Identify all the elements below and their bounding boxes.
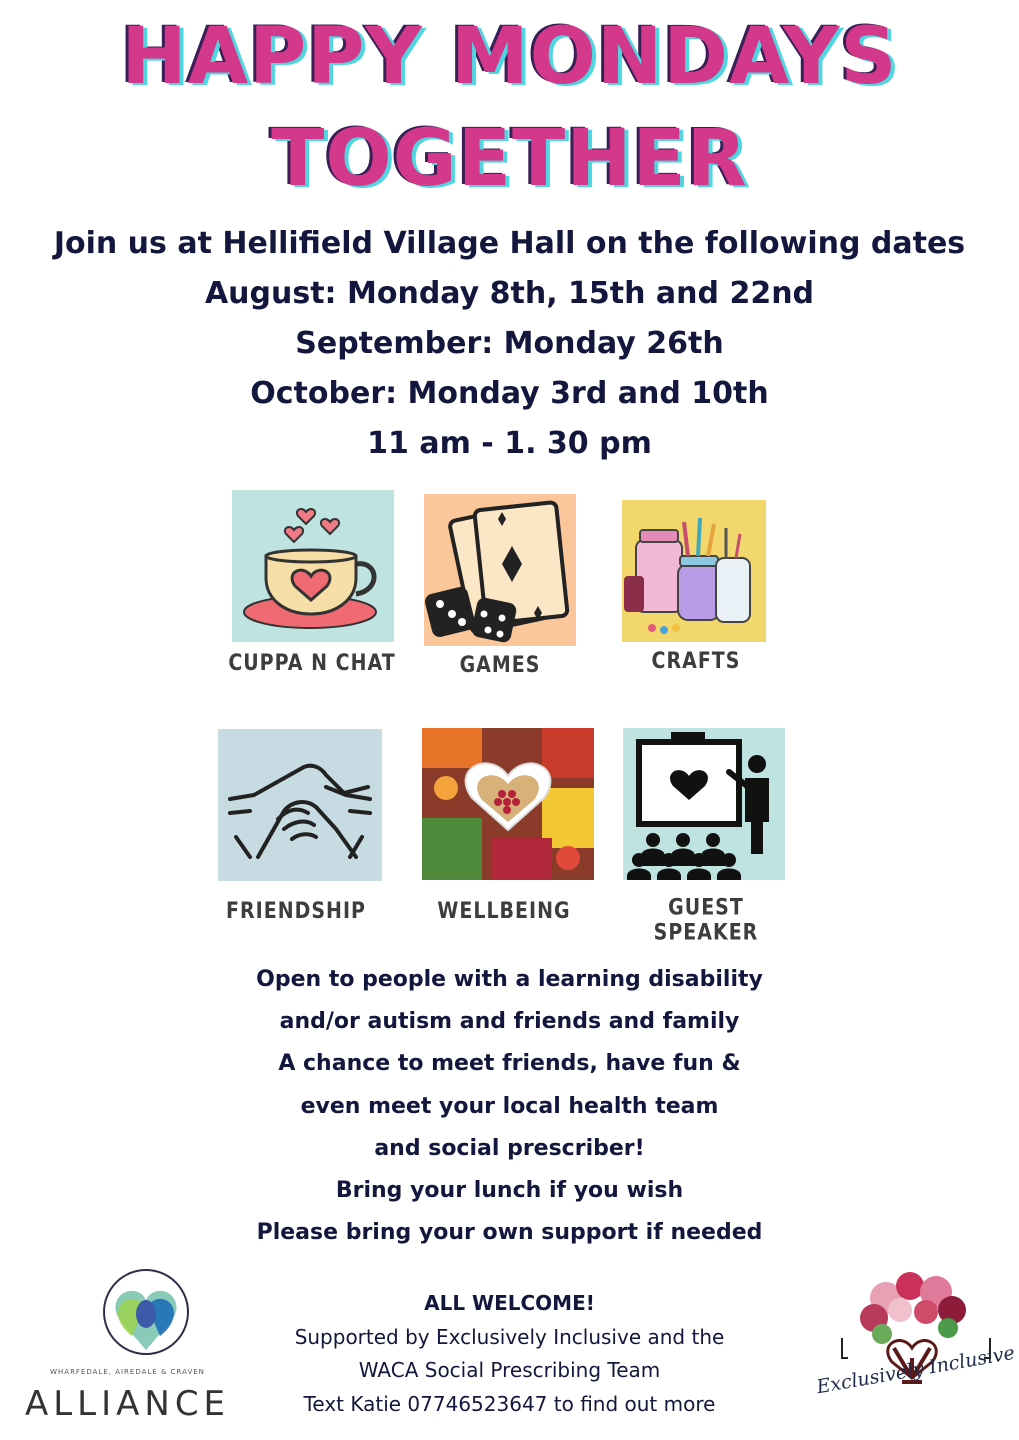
alliance-name: ALLIANCE [24,1384,231,1424]
activity-tile-wellbeing [422,728,594,880]
footer-contact-line: Text Katie 07746523647 to find out more [303,1392,716,1416]
activity-label-cuppa: CUPPA N CHAT [228,650,396,676]
details-line-4: even meet your local health team [300,1094,719,1119]
september-dates: September: Monday 26th [295,326,724,361]
venue-line: Join us at Hellifield Village Hall on the following dates [53,226,966,261]
craft-jars-icon [622,500,766,642]
activity-tile-crafts [622,500,766,642]
all-welcome: ALL WELCOME! [424,1291,595,1315]
details-line-7: Please bring your own support if needed [256,1220,763,1245]
details-line-2: and/or autism and friends and family [279,1009,740,1034]
speaker-presentation-icon [623,728,785,880]
playing-cards-dice-icon [424,494,576,646]
alliance-heart-logo-icon [20,1266,235,1366]
details-line-1: Open to people with a learning disability [256,967,763,992]
activity-label-friendship: FRIENDSHIP [226,898,366,924]
details-line-6: Bring your lunch if you wish [335,1178,684,1203]
title-line-2: TOGETHER [271,114,748,204]
activity-label-crafts: CRAFTS [651,648,741,674]
october-dates: October: Monday 3rd and 10th [250,376,769,411]
footer-supported-line: Supported by Exclusively Inclusive and the [294,1325,725,1349]
activity-label-guest-speaker: GUEST SPEAKER [653,894,759,946]
cup-of-tea-heart-icon [232,490,394,642]
activity-tile-games [424,494,576,646]
exclusively-inclusive-name [814,1312,1017,1412]
activity-tile-guest-speaker [623,728,785,880]
clasped-hands-icon [218,729,382,881]
activity-tile-cuppa [232,490,394,642]
footer-team-line: WACA Social Prescribing Team [358,1358,661,1382]
alliance-tagline: WHARFEDALE, AIREDALE & CRAVEN [50,1368,205,1376]
details-line-5: and social prescriber! [374,1136,645,1161]
title-line-1: HAPPY MONDAYS [121,12,898,102]
activity-label-games: GAMES [459,652,541,678]
activity-tile-friendship [218,729,382,881]
august-dates: August: Monday 8th, 15th and 22nd [204,276,815,311]
time-range: 11 am - 1. 30 pm [367,426,652,461]
ei-name-text: Exclusively Inclusive [814,1341,1017,1399]
details-line-3: A chance to meet friends, have fun & [278,1051,741,1076]
activity-label-wellbeing: WELLBEING [437,898,571,924]
healthy-food-heart-icon [422,728,594,880]
